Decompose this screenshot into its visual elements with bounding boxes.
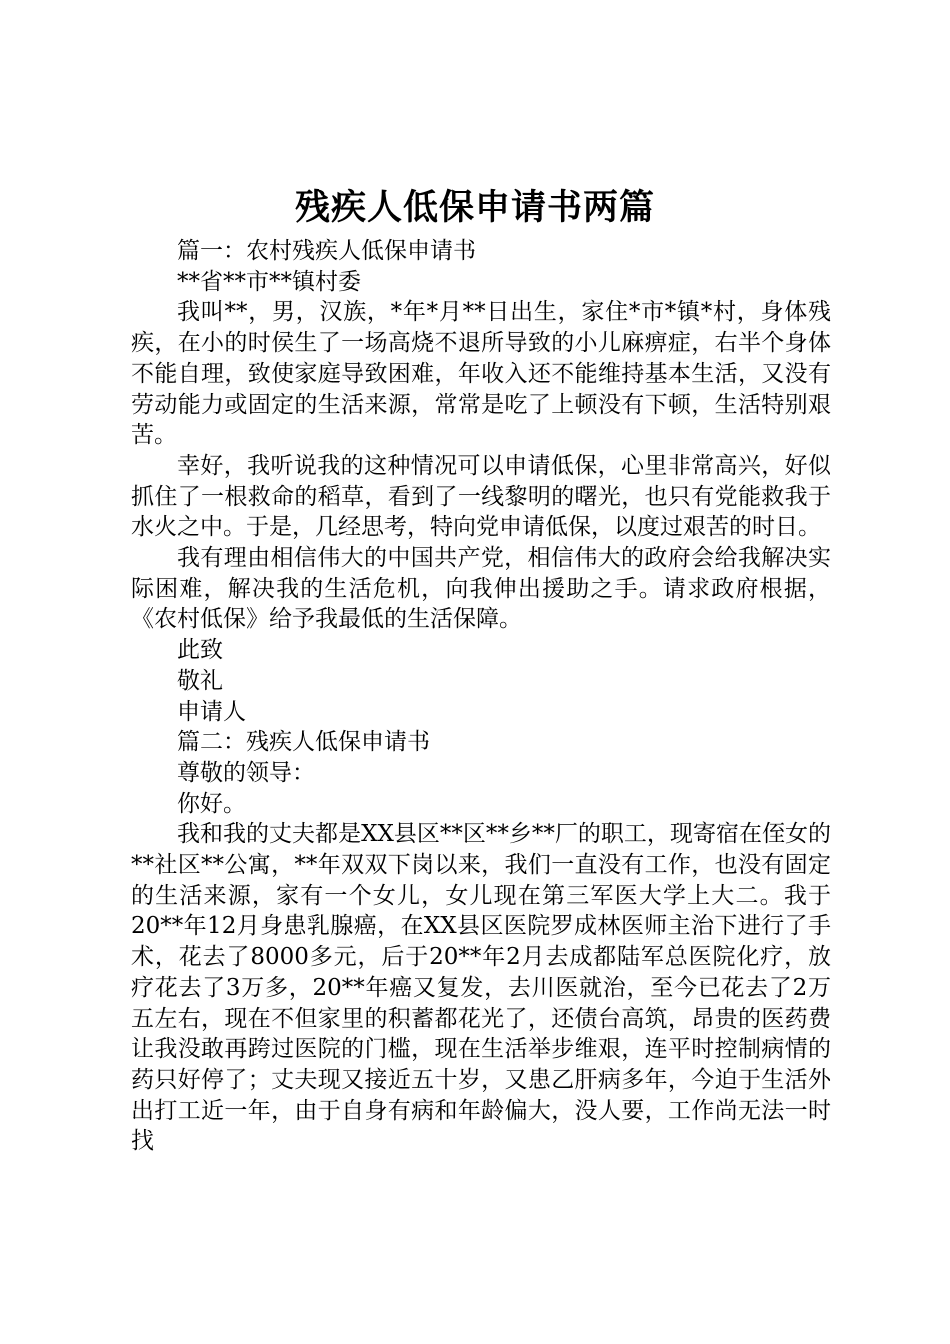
addressee-line: **省**市**镇村委 xyxy=(177,268,361,295)
section-one-heading: 篇一：农村残疾人低保申请书 xyxy=(177,238,476,264)
salutation-line: 尊敬的领导： xyxy=(177,759,315,786)
greeting-line: 你好。 xyxy=(177,790,246,817)
body-paragraph: 我有理由相信伟大的中国共产党，相信伟大的政府会给我解决实际困难，解决我的生活危机，向我伸出援助之手。请求政府根据，《农村低保》给予我最低的生活保障。 xyxy=(131,545,831,633)
section-two-heading: 篇二：残疾人低保申请书 xyxy=(177,729,430,756)
body-paragraph: 幸好，我听说我的这种情况可以申请低保，心里非常高兴，好似抓住了一根救命的稻草，看到了一线黎明的曙光，也只有党能救我于水火之中。于是，几经思考，特向党申请低保，以度过艰苦的时日。 xyxy=(131,452,831,541)
signature-label: 申请人 xyxy=(177,698,246,725)
closing-salute: 敬礼 xyxy=(177,667,223,694)
closing-line: 此致 xyxy=(177,637,223,664)
body-paragraph: 我和我的丈夫都是XX县区**区**乡**厂的职工，现寄宿在侄女的**社区**公寓，**年双双下岗以来，我们一直没有工作，也没有固定的生活来源，家有一个女儿，女儿现在第三军医大学上大二。我于20**年12月身患乳腺癌，在XX县区医院罗成林医师主治下进行了手术，花去了8000多元，后于20**年2月去成都陆军总医院化疗，放疗花去了3万多，20**年癌又复发，去川医就治，至今已花去了2万五左右，现在不但家里的积蓄都花光了，还债台高筑，昂贵的医药费让我没敢再跨过医院的门槛，现在生活举步维艰，连平时控制病情的药只好停了；丈夫现又接近五十岁，又患乙肝病多年，今迫于生活外出打工近一年，由于自身有病和年龄偏大，没人要，工作尚无法一时找 xyxy=(131,821,831,1155)
body-paragraph: 我叫**，男，汉族，*年*月**日出生，家住*市*镇*村，身体残疾，在小的时侯生了一场高烧不退所导致的小儿麻痹症，右半个身体不能自理，致使家庭导致困难，年收入还不能维持基本生活，又没有劳动能力或固定的生活来源，常常是吃了上顿没有下顿，生活特别艰苦。 xyxy=(131,299,831,449)
document-body xyxy=(131,236,831,1157)
document-title: 残疾人低保申请书两篇 xyxy=(294,187,655,228)
